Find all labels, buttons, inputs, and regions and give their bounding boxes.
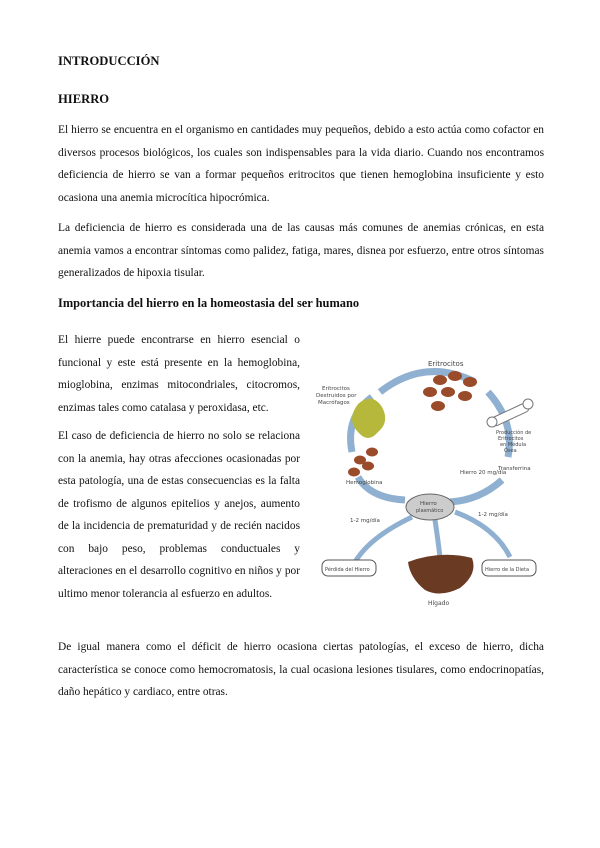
label-hierro-plasma-1: Hierro [420,501,437,507]
heading-importancia: Importancia del hierro en la homeostasia del ser humano [58,296,360,310]
label-produccion-2: Eritrocitos [498,436,524,442]
iron-cycle-figure [310,352,542,610]
label-produccion-4: Ósea [504,448,517,454]
label-right-rate: 1-2 mg/día [478,512,508,518]
paragraph-4: El caso de deficiencia de hierro no solo se relaciona con la anemia, hay otras afecciones ocasionadas por esta patología, una de estas consecuencias es la falta de trofismo de algunos epitelios y anejos, aumento de la incidencia de prematuridad y de recién nacidos con bajo peso, problemas conductuales y alteraciones en el desarrollo cognitivo en niños y por ultimo menor tolerancia al esfuerzo en adultos. [58,430,300,600]
label-produccion-3: en Médula [500,442,527,448]
label-produccion-1: Producción de [496,430,532,436]
cycle-arrow-bottom-right [450,480,502,502]
label-hierro-plasma-2: plasmático [416,508,444,514]
label-transferrina: Transferrina [498,466,531,472]
paragraph-5: De igual manera como el déficit de hierro ocasiona ciertas patologías, el exceso de hierro, dicha característica se conoce como hemocromatosis, la cual ocasiona lesiones tisulares, como endocrinopatías, daño hepático y cardiaco, entre otras. [58,641,544,698]
label-left-rate: 1-2 mg/día [350,518,380,524]
label-eritrocitos: Eritrocitos [428,360,464,368]
label-macrofagos-1: Eritrocitos [322,386,350,392]
arrow-to-diet [455,512,510,557]
paragraph-1: El hierro se encuentra en el organismo en cantidades muy pequeños, debido a esto actúa como cofactor en diversos procesos biológicos, los cuales son indispensables para la vida diario. Cuando nos encontramos deficiencia de hierro se van a formar pequeños eritrocitos que tienen hemoglobina insuficiente y esto ocasiona una anemia microcítica hipocrómica. [58,124,544,204]
label-perdida: Pérdida del Hierro [325,567,370,573]
label-hemoglobina: Hemoglobina [346,480,383,486]
paragraph-2: La deficiencia de hierro es considerada una de las causas más comunes de anemias crónicas, en esta anemia vamos a encontrar síntomas como palidez, fatiga, mares, disnea por esfuerzo, entre otros síntomas generalizados de hipoxia tisular. [58,222,544,279]
heading-introduccion: INTRODUCCIÓN [58,54,160,68]
label-hierro-mg: Hierro 20 mg/día [460,470,507,476]
iron-cycle-diagram [310,352,542,610]
label-macrofagos-3: Macrófagos [318,400,350,406]
label-dieta: Hierro de la Dieta [485,567,530,573]
arrow-to-liver [435,520,440,557]
label-higado: Hígado [428,600,450,607]
paragraph-3: El hierre puede encontrarse en hierro esencial o funcional y este está presente en la hemoglobina, mioglobina, enzimas mitocondriales, citocromos, enzimas tales como catalasa y peroxidasa, etc. [58,334,300,414]
macrophage-icon [352,399,385,438]
heading-hierro: HIERRO [58,92,110,106]
plasma-iron-node [406,494,454,520]
liver-icon [408,555,474,594]
label-macrofagos-2: Destruidos por [316,393,357,399]
